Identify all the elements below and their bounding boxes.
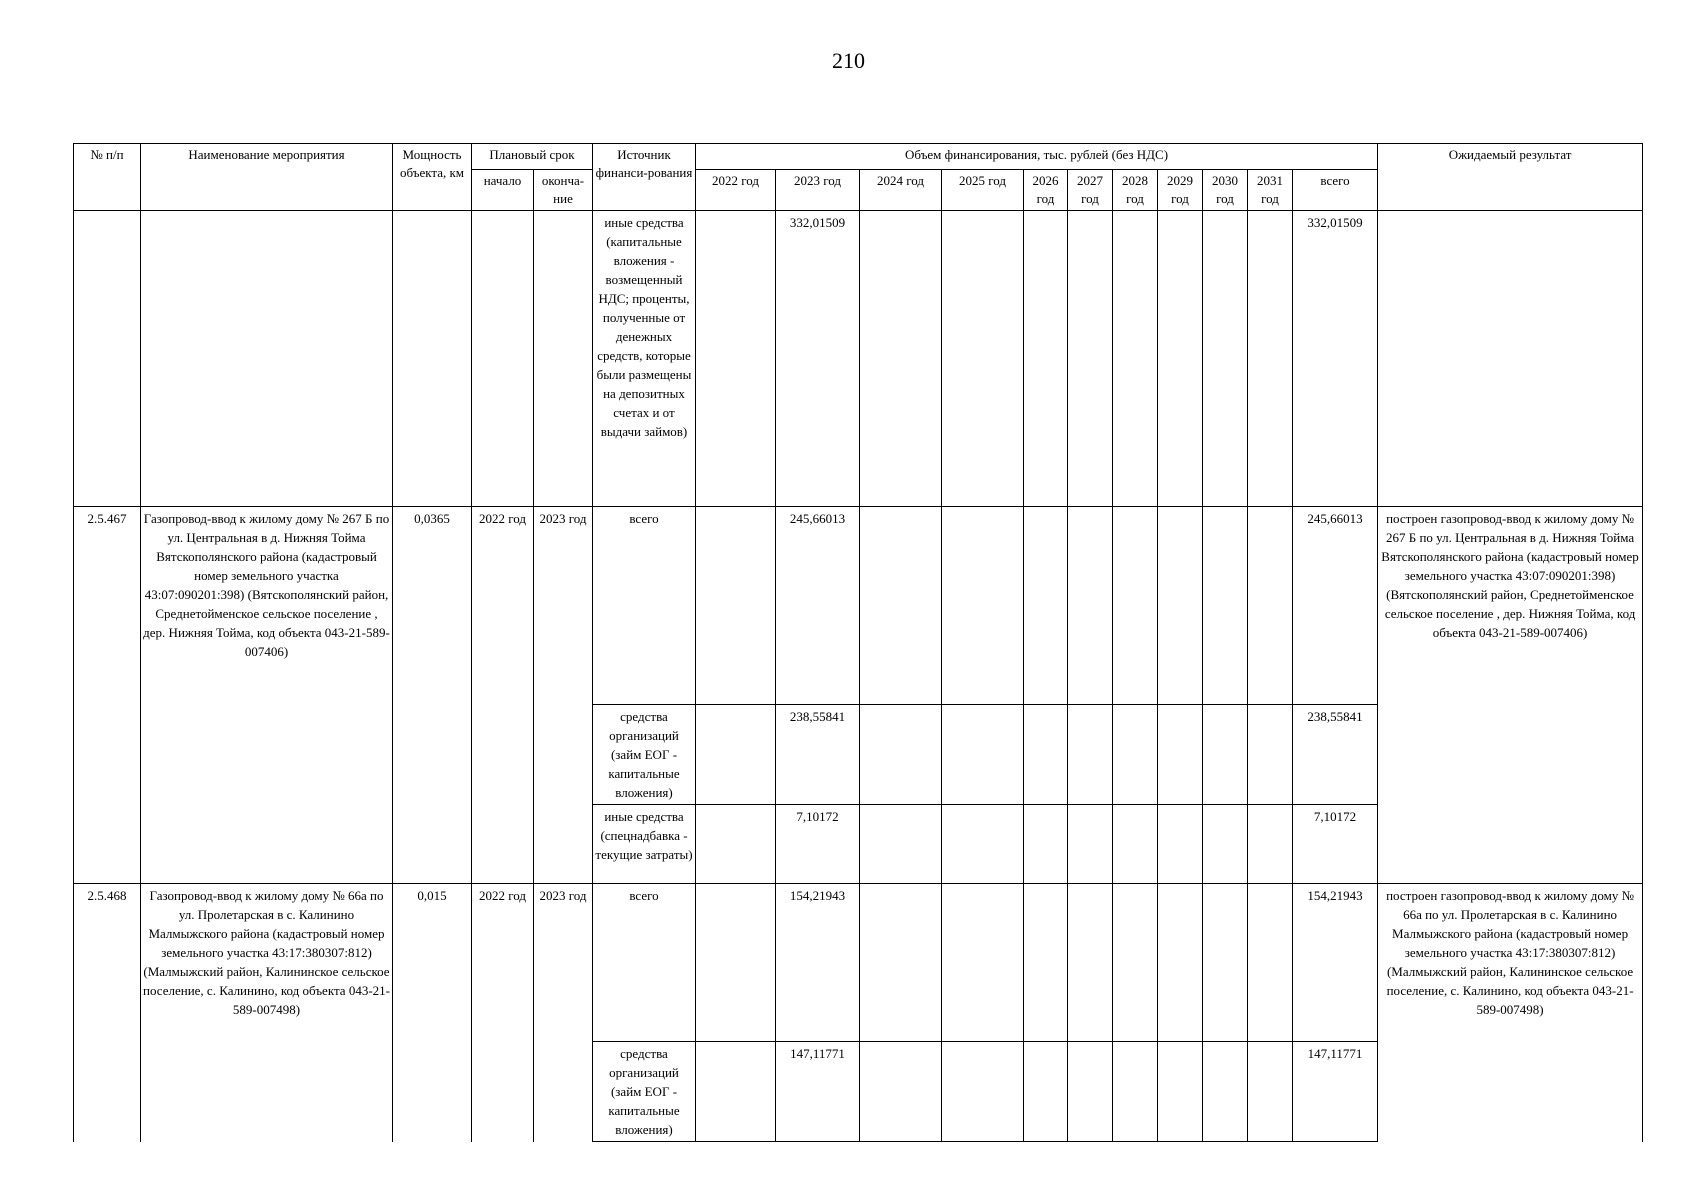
header-year-2027: 2027 год xyxy=(1068,170,1113,211)
header-num: № п/п xyxy=(74,144,141,211)
cell-source: всего xyxy=(593,507,696,705)
cell-total: 154,21943 xyxy=(1293,884,1378,1042)
header-year-2029: 2029 год xyxy=(1158,170,1203,211)
cell-source: иные средства (капитальные вложения - возмещенный НДС; проценты, полученные от денежных средств, которые были размещены на депозитных счетах и от выдачи займов) xyxy=(593,211,696,507)
cell-2023: 7,10172 xyxy=(776,805,860,884)
header-year-2031: 2031 год xyxy=(1248,170,1293,211)
cell-source: иные средства (спецнадбавка - текущие затраты) xyxy=(593,805,696,884)
cell-end xyxy=(534,211,593,507)
header-result: Ожидаемый результат xyxy=(1378,144,1643,211)
cell-name: Газопровод-ввод к жилому дому № 66а по ул. Пролетарская в с. Калинино Малмыжского района (кадастровый номер земельного участка 43:17:380307:812) (Малмыжский район, Калининское сельское поселение, с. Калинино, код объекта 043-21-589-007498) xyxy=(141,884,393,1142)
page-number: 210 xyxy=(832,48,865,73)
cell-result: построен газопровод-ввод к жилому дому № 267 Б по ул. Центральная в д. Нижняя Тойма Вятскополянского района (кадастровый номер земельного участка 43:07:090201:398) (Вятскополянский район, Среднетойменское сельское поселение , дер. Нижняя Тойма, код объекта 043-21-589-007406) xyxy=(1378,507,1643,884)
cell-num: 2.5.467 xyxy=(74,507,141,884)
cell-start: 2022 год xyxy=(472,507,534,884)
cell-capacity: 0,015 xyxy=(393,884,472,1142)
cell-start xyxy=(472,211,534,507)
cell-num xyxy=(74,211,141,507)
cell-total: 7,10172 xyxy=(1293,805,1378,884)
table-row xyxy=(74,884,1643,1042)
cell-name xyxy=(141,211,393,507)
header-capacity: Мощность объекта, км xyxy=(393,144,472,211)
cell-start: 2022 год xyxy=(472,884,534,1142)
header-name: Наименование мероприятия xyxy=(141,144,393,211)
cell-total: 245,66013 xyxy=(1293,507,1378,705)
cell-2023: 154,21943 xyxy=(776,884,860,1042)
cell-source: средства организаций (займ ЕОГ - капитальные вложения) xyxy=(593,1042,696,1142)
header-year-2023: 2023 год xyxy=(776,170,860,211)
table-row xyxy=(74,507,1643,705)
header-year-2030: 2030 год xyxy=(1203,170,1248,211)
header-term-start: начало xyxy=(472,170,534,211)
cell-2023: 147,11771 xyxy=(776,1042,860,1142)
cell-end: 2023 год xyxy=(534,884,593,1142)
financing-table xyxy=(73,143,1643,1142)
cell-2023: 332,01509 xyxy=(776,211,860,507)
cell-total: 147,11771 xyxy=(1293,1042,1378,1142)
table-row xyxy=(74,211,1643,507)
cell-source: средства организаций (займ ЕОГ - капитальные вложения) xyxy=(593,705,696,805)
cell-num: 2.5.468 xyxy=(74,884,141,1142)
header-term: Плановый срок xyxy=(472,144,593,170)
cell-name: Газопровод-ввод к жилому дому № 267 Б по ул. Центральная в д. Нижняя Тойма Вятскополянского района (кадастровый номер земельного участка 43:07:090201:398) (Вятскополянский район, Среднетойменское сельское поселение , дер. Нижняя Тойма, код объекта 043-21-589-007406) xyxy=(141,507,393,884)
cell-capacity xyxy=(393,211,472,507)
header-year-2024: 2024 год xyxy=(860,170,942,211)
cell-result xyxy=(1378,211,1643,507)
cell-total: 238,55841 xyxy=(1293,705,1378,805)
cell-end: 2023 год xyxy=(534,507,593,884)
cell-total: 332,01509 xyxy=(1293,211,1378,507)
header-term-end: оконча-ние xyxy=(534,170,593,211)
header-total: всего xyxy=(1293,170,1378,211)
header-year-2022: 2022 год xyxy=(696,170,776,211)
cell-2023: 245,66013 xyxy=(776,507,860,705)
header-funding: Объем финансирования, тыс. рублей (без НДС) xyxy=(696,144,1378,170)
cell-2023: 238,55841 xyxy=(776,705,860,805)
header-year-2025: 2025 год xyxy=(942,170,1024,211)
cell-capacity: 0,0365 xyxy=(393,507,472,884)
header-year-2028: 2028 год xyxy=(1113,170,1158,211)
header-year-2026: 2026 год xyxy=(1024,170,1068,211)
header-source: Источник финанси-рования xyxy=(593,144,696,211)
cell-source: всего xyxy=(593,884,696,1042)
cell-result: построен газопровод-ввод к жилому дому № 66а по ул. Пролетарская в с. Калинино Малмыжского района (кадастровый номер земельного участка 43:17:380307:812) (Малмыжский район, Калининское сельское поселение, с. Калинино, код объекта 043-21-589-007498) xyxy=(1378,884,1643,1142)
